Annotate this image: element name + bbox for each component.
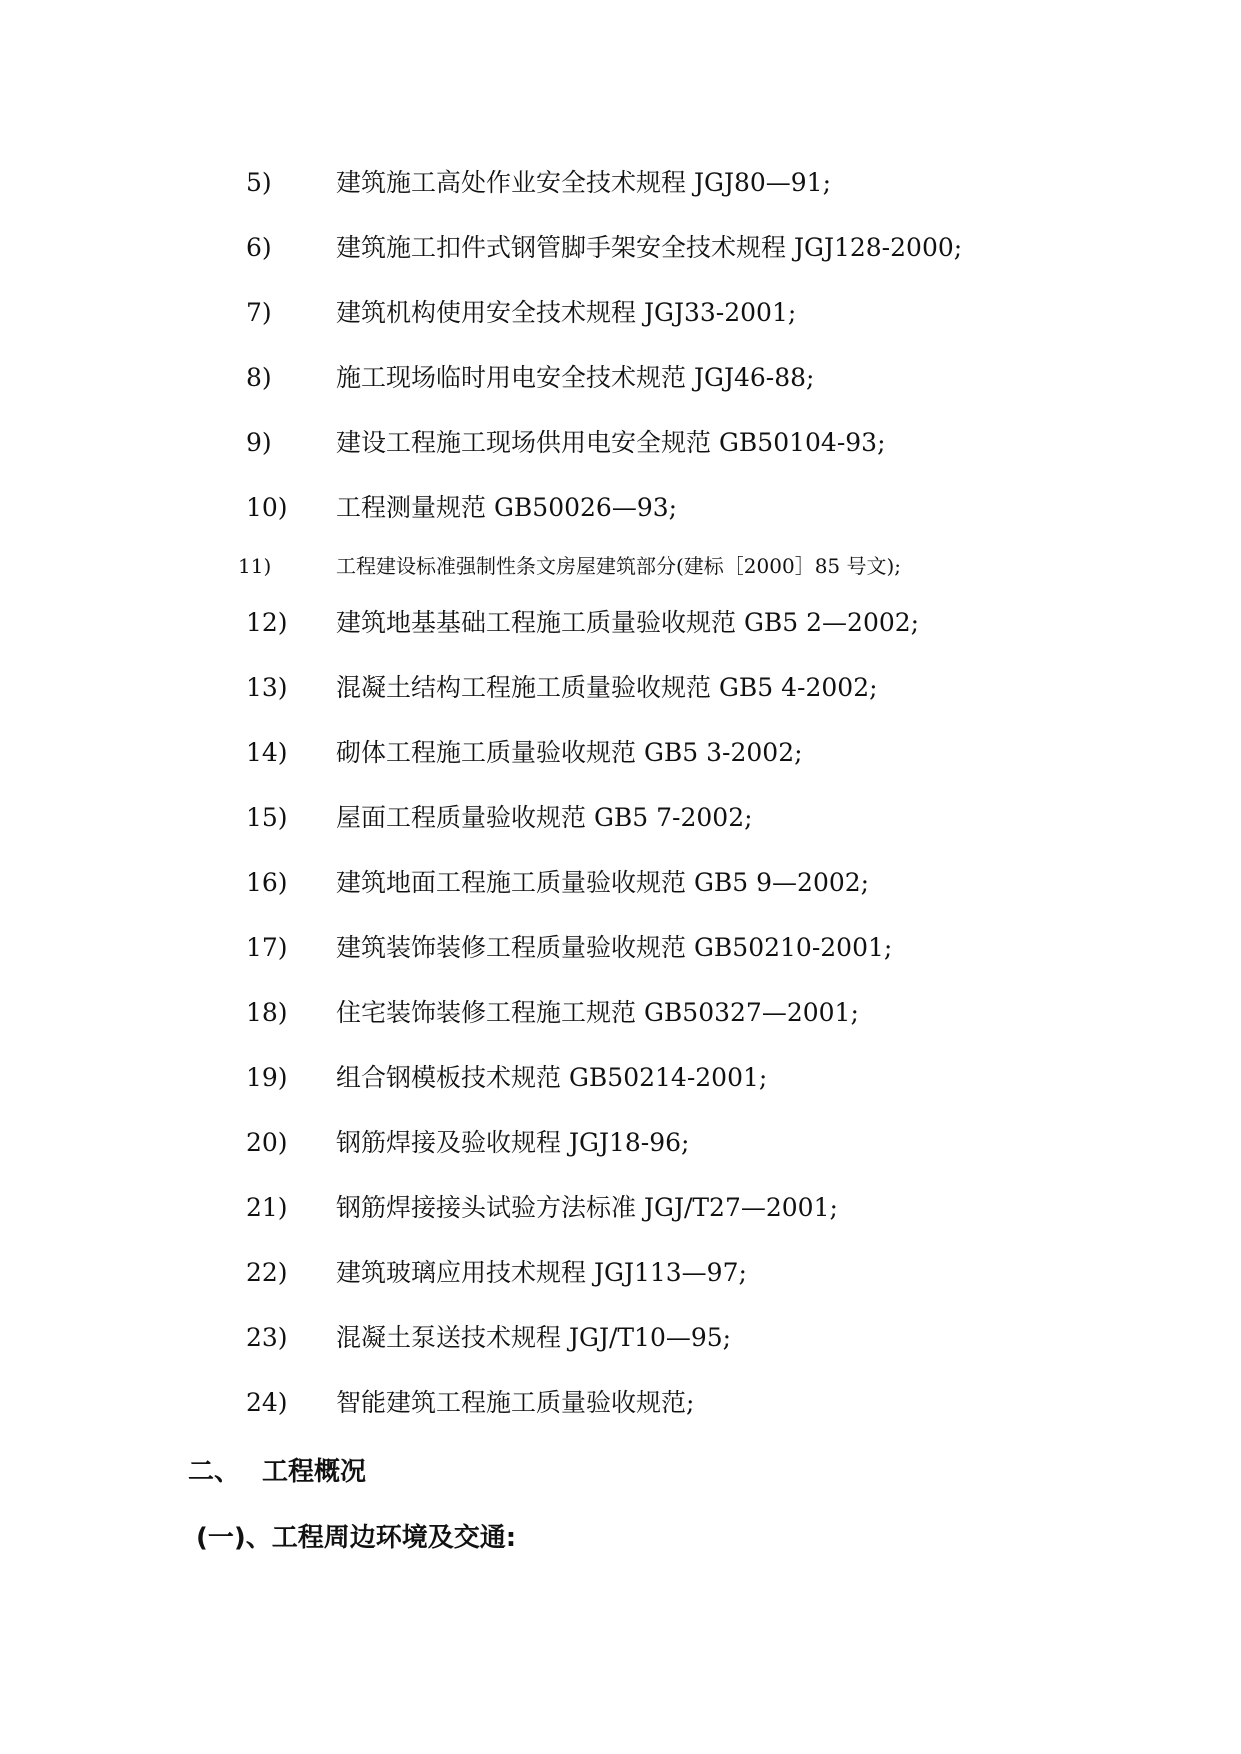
item-text: 工程测量规范 GB50026—93; — [336, 493, 678, 522]
item-number: 20) — [246, 1128, 288, 1157]
item-text: 建筑施工高处作业安全技术规程 JGJ80—91; — [336, 168, 832, 197]
item-text: 智能建筑工程施工质量验收规范; — [336, 1388, 695, 1417]
item-text: 建筑玻璃应用技术规程 JGJ113—97; — [336, 1258, 747, 1287]
list-item — [0, 928, 1241, 968]
item-number: 22) — [246, 1258, 288, 1287]
item-text: 组合钢模板技术规范 GB50214-2001; — [336, 1063, 768, 1092]
list-item — [0, 358, 1241, 398]
list-item — [0, 798, 1241, 838]
list-item — [0, 1383, 1241, 1423]
item-number: 24) — [246, 1388, 288, 1417]
item-text: 砌体工程施工质量验收规范 GB5 3-2002; — [336, 738, 803, 767]
item-text: 混凝土结构工程施工质量验收规范 GB5 4-2002; — [336, 673, 878, 702]
item-number: 11) — [238, 554, 272, 578]
item-text: 建筑地面工程施工质量验收规范 GB5 9—2002; — [336, 868, 870, 897]
list-item — [0, 993, 1241, 1033]
item-text: 建筑机构使用安全技术规程 JGJ33-2001; — [336, 298, 797, 327]
item-number: 12) — [246, 608, 288, 637]
item-number: 13) — [246, 673, 288, 702]
item-number: 19) — [246, 1063, 288, 1092]
item-number: 7) — [246, 298, 272, 327]
list-item — [0, 163, 1241, 203]
item-number: 15) — [246, 803, 288, 832]
item-text: 住宅装饰装修工程施工规范 GB50327—2001; — [336, 998, 859, 1027]
item-number: 6) — [246, 233, 272, 262]
item-number: 21) — [246, 1193, 288, 1222]
list-item — [0, 293, 1241, 333]
item-text: 建筑地基基础工程施工质量验收规范 GB5 2—2002; — [336, 608, 920, 637]
list-item — [0, 1188, 1241, 1228]
list-item — [0, 1058, 1241, 1098]
item-text: 屋面工程质量验收规范 GB5 7-2002; — [336, 803, 753, 832]
item-text: 建设工程施工现场供用电安全规范 GB50104-93; — [336, 428, 886, 457]
list-item — [0, 863, 1241, 903]
section-title: 工程概况 — [262, 1457, 367, 1487]
list-item — [0, 228, 1241, 268]
item-number: 14) — [246, 738, 288, 767]
item-number: 23) — [246, 1323, 288, 1352]
item-number: 17) — [246, 933, 288, 962]
list-item — [0, 546, 1241, 586]
item-text: 施工现场临时用电安全技术规范 JGJ46-88; — [336, 363, 815, 392]
list-item — [0, 488, 1241, 528]
list-item — [0, 1253, 1241, 1293]
item-number: 8) — [246, 363, 272, 392]
list-item — [0, 668, 1241, 708]
list-item — [0, 1318, 1241, 1358]
list-item — [0, 603, 1241, 643]
item-text: 钢筋焊接及验收规程 JGJ18-96; — [336, 1128, 690, 1157]
item-text: 建筑装饰装修工程质量验收规范 GB50210-2001; — [336, 933, 893, 962]
item-text: 混凝土泵送技术规程 JGJ/T10—95; — [336, 1323, 732, 1352]
item-text: 钢筋焊接接头试验方法标准 JGJ/T27—2001; — [336, 1193, 838, 1222]
item-text: 建筑施工扣件式钢管脚手架安全技术规程 JGJ128-2000; — [336, 233, 963, 262]
list-item — [0, 423, 1241, 463]
list-item — [0, 1123, 1241, 1163]
item-number: 16) — [246, 868, 288, 897]
list-item — [0, 733, 1241, 773]
item-text: 工程建设标准强制性条文房屋建筑部分(建标［2000］85 号文); — [336, 554, 902, 578]
item-number: 9) — [246, 428, 272, 457]
subsection-heading: (一)、工程周边环境及交通: — [196, 1523, 517, 1553]
item-number: 10) — [246, 493, 288, 522]
item-number: 18) — [246, 998, 288, 1027]
section-number: 二、 — [188, 1457, 241, 1487]
item-number: 5) — [246, 168, 272, 197]
